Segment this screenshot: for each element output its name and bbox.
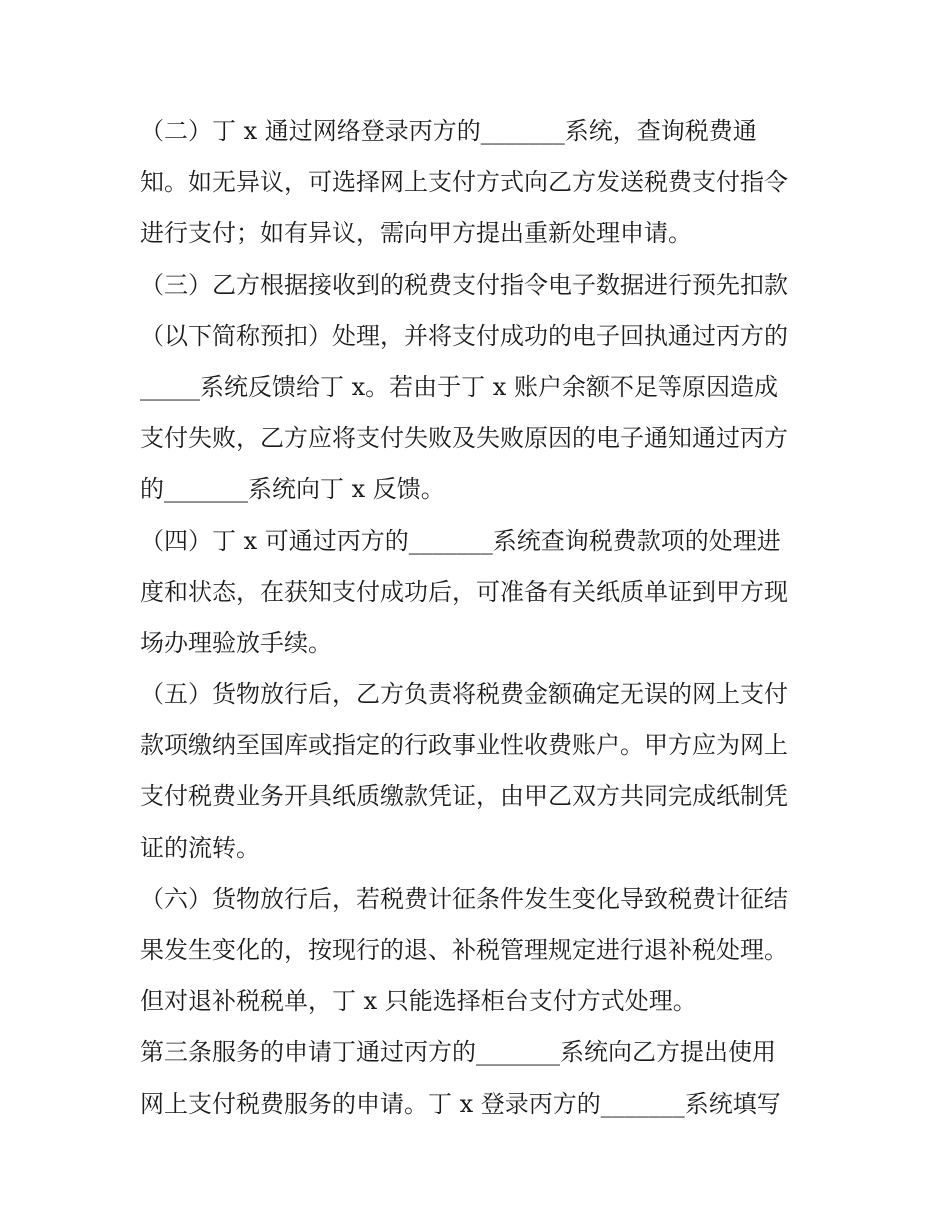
- text-line: （五）货物放行后，乙方负责将税费金额确定无误的网上支付: [140, 680, 788, 709]
- text-line: （二）丁 x 通过网络登录丙方的_______系统，查询税费通: [140, 117, 757, 145]
- text-line: （六）货物放行后，若税费计征条件发生变化导致税费计征结: [140, 884, 788, 913]
- text-line: 知。如无异议，可选择网上支付方式向乙方发送税费支付指令: [140, 168, 788, 197]
- text-line: 证的流转。: [140, 833, 260, 862]
- text-line: 但对退补税税单，丁 x 只能选择柜台支付方式处理。: [140, 987, 697, 1016]
- text-line: （以下简称预扣）处理，并将支付成功的电子回执通过丙方的: [140, 321, 788, 350]
- text-line: 场办理验放手续。: [140, 628, 332, 657]
- text-line: 第三条服务的申请丁通过丙方的_______系统向乙方提出使用: [140, 1038, 776, 1067]
- text-line: 网上支付税费服务的申请。丁 x 登录丙方的_______系统填写: [140, 1089, 781, 1118]
- document-body: [140, 106, 820, 1130]
- text-line: 进行支付；如有异议，需向甲方提出重新处理申请。: [140, 219, 692, 248]
- text-line: 的_______系统向丁 x 反馈。: [140, 475, 445, 504]
- text-line: 款项缴纳至国库或指定的行政事业性收费账户。甲方应为网上: [140, 731, 788, 760]
- text-line: （四）丁 x 可通过丙方的_______系统查询税费款项的处理进: [140, 526, 781, 555]
- text-line: 度和状态，在获知支付成功后，可准备有关纸质单证到甲方现: [140, 577, 788, 606]
- text-line: 支付税费业务开具纸质缴款凭证，由甲乙双方共同完成纸制凭: [140, 782, 788, 811]
- text-line: _____系统反馈给丁 x。若由于丁 x 账户余额不足等原因造成: [140, 372, 778, 401]
- text-line: 果发生变化的，按现行的退、补税管理规定进行退补税处理。: [140, 936, 788, 964]
- text-line: （三）乙方根据接收到的税费支付指令电子数据进行预先扣款: [140, 270, 788, 299]
- text-line: 支付失败，乙方应将支付失败及失败原因的电子通知通过丙方: [140, 424, 788, 453]
